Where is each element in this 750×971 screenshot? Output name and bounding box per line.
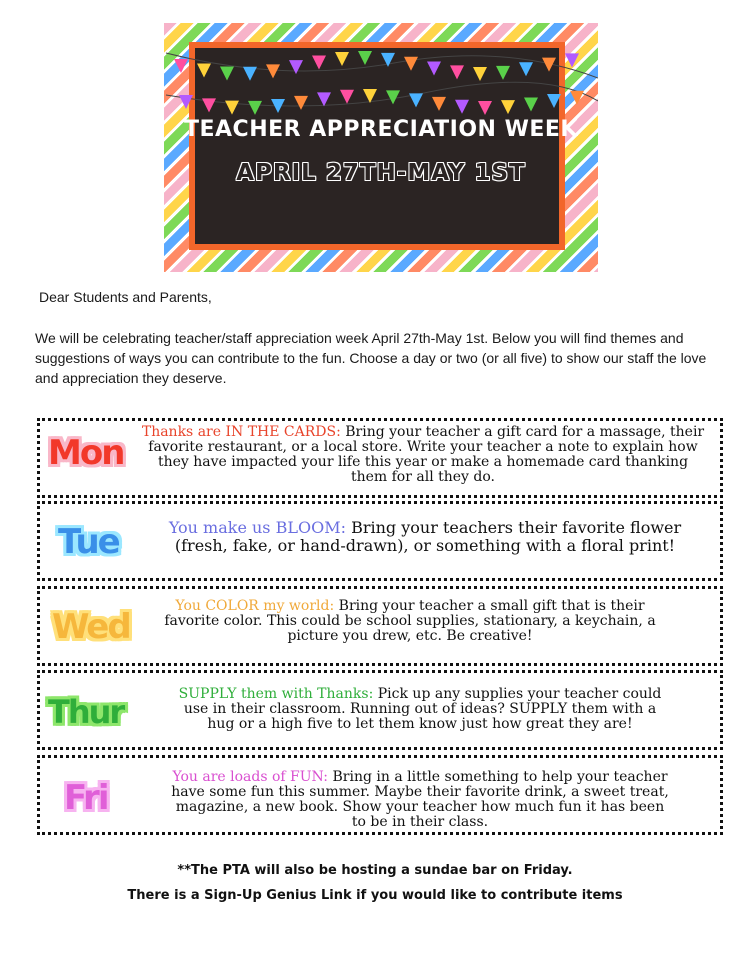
bunting-flag [404, 57, 418, 71]
day-tag-label: Fri [64, 778, 108, 818]
bunting-flag [570, 91, 584, 105]
bunting-flag [197, 64, 211, 78]
day-body: Bring in a little something to help your teacher have some fun this summer. Maybe their favorite drink, a sweet treat, magazine, a new book. Show your teacher how much fun it has been to be in their class. [171, 769, 669, 830]
footer-note [0, 858, 750, 908]
day-box-wed [37, 586, 723, 666]
bunting-flag [202, 98, 216, 112]
bunting-flag [243, 67, 257, 81]
intro-paragraph: We will be celebrating teacher/staff appreciation week April 27th-May 1st. Below you will find themes and suggestions of ways you can contribute to the fun. Choose a day or two (or all five) to show our staff the love and appreciation they deserve. [35, 330, 707, 386]
bunting-flag [496, 66, 510, 80]
day-description [170, 770, 670, 830]
day-theme: You are loads of FUN: [172, 769, 329, 785]
day-tag-label: Tue [58, 522, 119, 562]
day-description [150, 599, 670, 644]
footer-line-1: **The PTA will also be hosting a sundae bar on Friday. [177, 863, 573, 878]
day-body: Bring your teacher a gift card for a massage, their favorite restaurant, or a local store. Write your teacher a note to explain how they have impacted your life this year or make a homemade card thanking them for all they do. [148, 424, 705, 485]
day-tag [64, 778, 107, 818]
bunting-flag [473, 67, 487, 81]
bunting-flag [317, 92, 331, 106]
bunting-flag [478, 101, 492, 115]
day-box-thur [37, 670, 723, 750]
bunting-flag [450, 65, 464, 79]
bunting-flag [225, 101, 239, 115]
day-tag [48, 693, 123, 731]
day-theme: You make us BLOOM: [168, 518, 346, 537]
bunting-flag [427, 61, 441, 75]
greeting: Dear Students and Parents, [39, 289, 212, 305]
day-theme: You COLOR my world: [175, 598, 335, 614]
day-tag-label: Wed [52, 607, 130, 647]
day-body: Bring your teachers their favorite flower (fresh, fake, or hand-drawn), or something with a floral print! [174, 518, 682, 555]
day-tag-label: Mon [48, 433, 124, 473]
bunting-flag [519, 62, 533, 76]
day-box-mon [37, 418, 723, 498]
day-description [140, 519, 710, 555]
bunting-flag [220, 66, 234, 80]
bunting-flag [335, 52, 349, 66]
bunting-flag [294, 96, 308, 110]
banner-title: TEACHER APPRECIATION WEEK [184, 117, 578, 142]
bunting-flag [289, 60, 303, 74]
day-tag-label: Thur [48, 693, 124, 731]
bunting-flag [455, 100, 469, 114]
bunting-flag [179, 95, 193, 109]
day-body: Bring your teacher a small gift that is their favorite color. This could be school supplies, stationary, a keychain, a picture you drew, etc. Be creative! [164, 598, 656, 644]
bunting-flag [409, 93, 423, 107]
bunting-flag [266, 64, 280, 78]
footer-line-2: There is a Sign-Up Genius Link if you would like to contribute items [127, 888, 623, 903]
bunting-flag [312, 55, 326, 69]
banner-dates: APRIL 27TH-MAY 1ST [236, 160, 526, 186]
day-body: Pick up any supplies your teacher could use in their classroom. Running out of ideas? SUPPLY them with a hug or a high five to let them know just how great they are! [183, 686, 662, 732]
bunting-flag [501, 100, 515, 114]
bunting-flag [174, 59, 188, 73]
day-tag [52, 607, 130, 647]
day-theme: Thanks are IN THE CARDS: [141, 424, 341, 440]
bunting-flag [432, 97, 446, 111]
day-description [170, 687, 670, 732]
day-tag [48, 433, 123, 473]
bunting-flag [248, 101, 262, 115]
day-description [140, 425, 706, 485]
bunting-flag [358, 51, 372, 65]
banner [164, 23, 598, 272]
day-tag [58, 522, 119, 562]
day-box-fri [37, 755, 723, 835]
bunting-flag [340, 90, 354, 104]
day-theme: SUPPLY them with Thanks: [178, 686, 374, 702]
bunting-flag [524, 97, 538, 111]
day-box-tue [37, 501, 723, 581]
bunting-flag [565, 53, 579, 67]
bunting-flag [547, 94, 561, 108]
